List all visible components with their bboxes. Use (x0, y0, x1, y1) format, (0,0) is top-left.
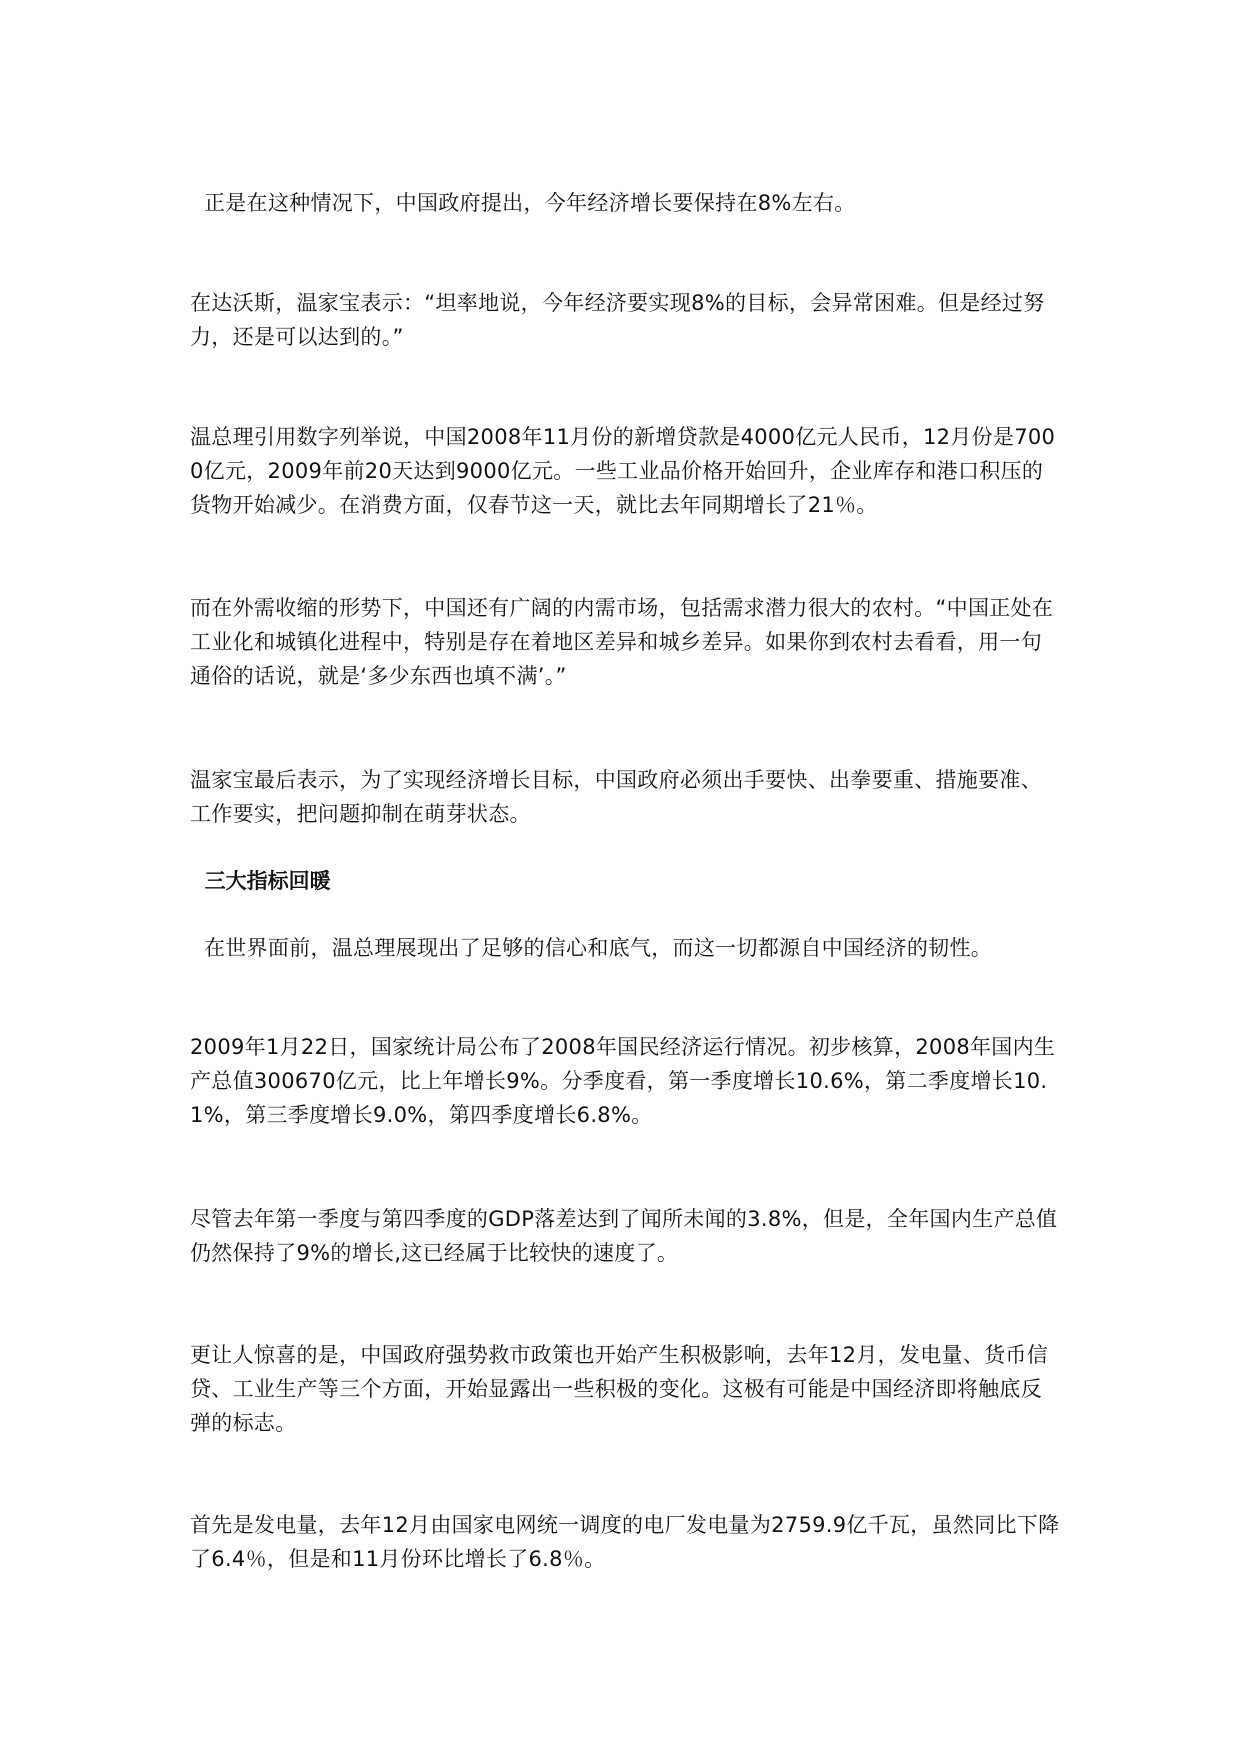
paragraph-domestic-demand: 而在外需收缩的形势下，中国还有广阔的内需市场，包括需求潜力很大的农村。“中国正处在工业化和城镇化进程中，特别是存在着地区差异和城乡差异。如果你到农村去看看，用一句通俗的话说，就是‘多少东西也填不满’。” (190, 596, 1054, 688)
paragraph-confidence: 在世界面前，温总理展现出了足够的信心和底气，而这一切都源自中国经济的韧性。 (190, 936, 993, 960)
paragraph-positive-signs: 更让人惊喜的是，中国政府强势救市政策也开始产生积极影响，去年12月，发电量、货币信贷、工业生产等三个方面，开始显露出一些积极的变化。这极有可能是中国经济即将触底反弹的标志。 (190, 1343, 1049, 1435)
section-heading: 三大指标回暖 (190, 869, 331, 893)
paragraph-power-generation: 首先是发电量，去年12月由国家电网统一调度的电厂发电量为2759.9亿千瓦，虽然同比下降了6.4％，但是和11月份环比增长了6.8％。 (190, 1513, 1060, 1571)
paragraph-gdp-gap: 尽管去年第一季度与第四季度的GDP落差达到了闻所未闻的3.8%，但是，全年国内生产总值仍然保持了9%的增长,这已经属于比较快的速度了。 (190, 1207, 1058, 1265)
paragraph-growth-target: 正是在这种情况下，中国政府提出，今年经济增长要保持在8%左右。 (190, 191, 856, 215)
paragraph-loan-figures: 温总理引用数字列举说，中国2008年11月份的新增贷款是4000亿元人民币，12月份是7000亿元，2009年前20天达到9000亿元。一些工业品价格开始回升，企业库存和港口积压的货物开始减少。在消费方面，仅春节这一天，就比去年同期增长了21％。 (190, 425, 1056, 517)
paragraph-gdp-statistics: 2009年1月22日，国家统计局公布了2008年国民经济运行情况。初步核算，2008年国内生产总值300670亿元，比上年增长9%。分季度看，第一季度增长10.6%，第二季度增长10.1%，第三季度增长9.0%，第四季度增长6.8%。 (190, 1035, 1056, 1127)
paragraph-policy-measures: 温家宝最后表示，为了实现经济增长目标，中国政府必须出手要快、出拳要重、措施要准、工作要实，把问题抑制在萌芽状态。 (190, 768, 1042, 826)
paragraph-davos-quote: 在达沃斯，温家宝表示：“坦率地说，今年经济要实现8%的目标，会异常困难。但是经过努力，还是可以达到的。” (190, 291, 1045, 349)
